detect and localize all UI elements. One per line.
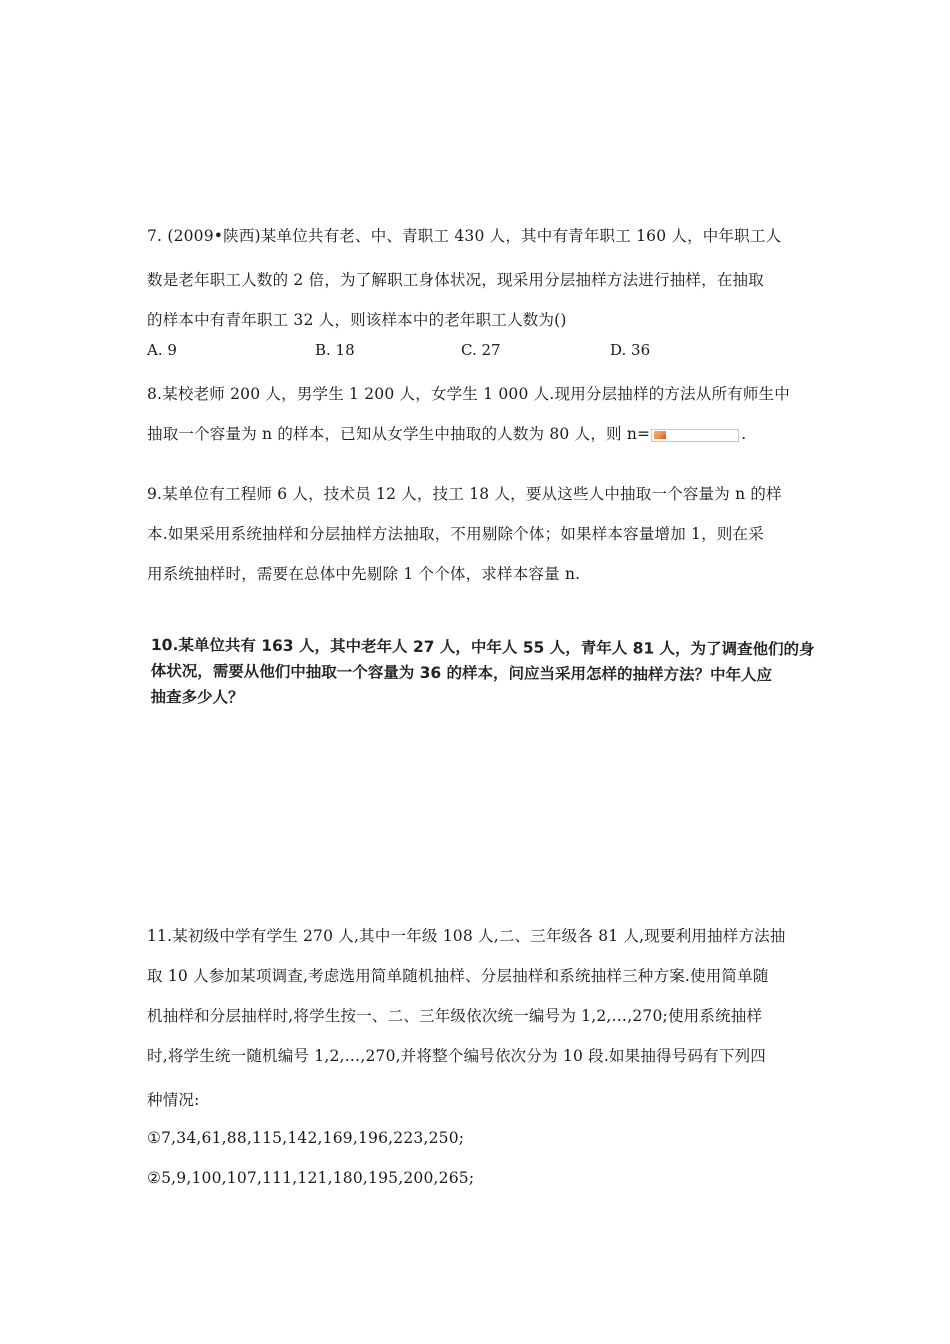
q11-line-1: 11.某初级中学有学生 270 人,其中一年级 108 人,二、三年级各 81 人,现要利用抽样方法抽 (147, 927, 786, 945)
q9-line-3: 用系统抽样时，需要在总体中先剔除 1 个个体，求样本容量 n. (147, 565, 581, 583)
q7-line-3: 的样本中有青年职工 32 人，则该样本中的老年职工人数为() (147, 311, 567, 329)
q7-line-2: 数是老年职工人数的 2 倍，为了解职工身体状况，现采用分层抽样方法进行抽样，在抽取 (147, 271, 764, 289)
q7-option-b: B. 18 (315, 341, 355, 359)
q11-case-1: ①7,34,61,88,115,142,169,196,223,250; (147, 1129, 465, 1147)
pencil-icon (654, 431, 666, 439)
q11-line-4: 时,将学生统一随机编号 1,2,…,270,并将整个编号依次分为 10 段.如果抽得号码有下列四 (147, 1047, 766, 1065)
q11-line-2: 取 10 人参加某项调查,考虑选用简单随机抽样、分层抽样和系统抽样三种方案.使用简单随 (147, 967, 769, 985)
q7-line-1: 7. (2009•陕西)某单位共有老、中、青职工 430 人，其中有青年职工 160 人，中年职工人 (147, 227, 782, 245)
q7-options (147, 340, 707, 360)
q11-case-2: ②5,9,100,107,111,121,180,195,200,265; (147, 1169, 475, 1187)
q11-line-3: 机抽样和分层抽样时,将学生按一、二、三年级依次统一编号为 1,2,…,270;使用系统抽样 (147, 1007, 763, 1025)
q10-line-3: 抽查多少人？ (150, 687, 244, 707)
q7-option-d: D. 36 (610, 341, 651, 359)
q8-line-2-end: . (741, 425, 747, 443)
q9-line-1: 9.某单位有工程师 6 人，技术员 12 人，技工 18 人，要从这些人中抽取一个容量为 n 的样 (147, 485, 782, 503)
q7-option-c: C. 27 (461, 341, 501, 359)
q10-line-2: 体状况，需要从他们中抽取一个容量为 36 的样本，问应当采用怎样的抽样方法？中年人应 (150, 661, 773, 685)
q8-line-2-text: 抽取一个容量为 n 的样本，已知从女学生中抽取的人数为 80 人，则 n= (147, 425, 651, 443)
q7-option-a: A. 9 (147, 341, 177, 359)
q8-answer-blank[interactable] (651, 429, 739, 442)
q9-line-2: 本.如果采用系统抽样和分层抽样方法抽取，不用剔除个体；如果样本容量增加 1，则在采 (147, 525, 764, 543)
q10-block (150, 632, 831, 715)
q10-line-1: 10.某单位共有 163 人，其中老年人 27 人，中年人 55 人，青年人 81 人，为了调查他们的身 (150, 635, 815, 659)
q8-line-2 (147, 424, 746, 444)
q8-line-1: 8.某校老师 200 人，男学生 1 200 人，女学生 1 000 人.现用分层抽样的方法从所有师生中 (147, 385, 791, 403)
q11-line-5: 种情况: (147, 1091, 200, 1109)
